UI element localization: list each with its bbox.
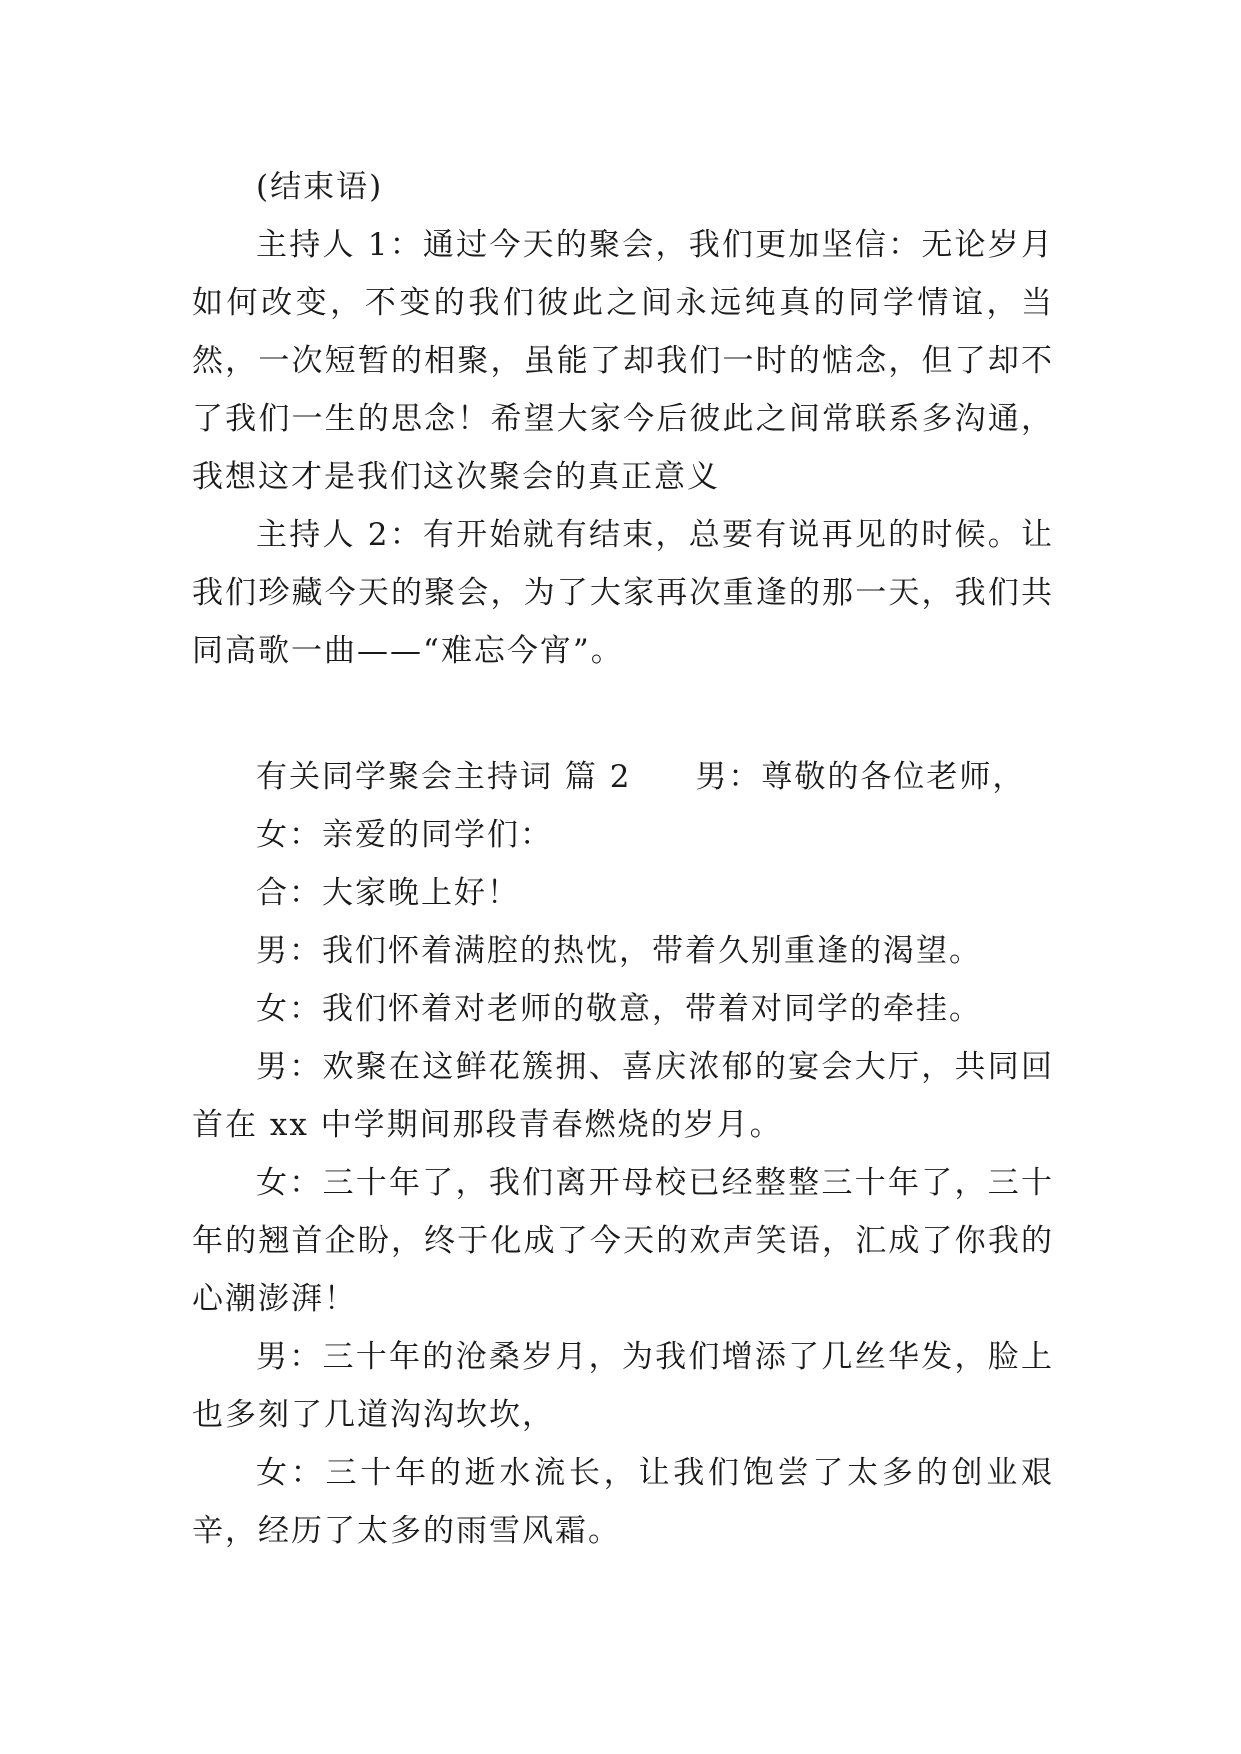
section-gap bbox=[192, 680, 1054, 748]
dialogue-line: 男：我们怀着满腔的热忱，带着久别重逢的渴望。 bbox=[256, 933, 982, 969]
dialogue-line: 男：欢聚在这鲜花簇拥、喜庆浓郁的宴会大厅，共同回首在 xx 中学期间那段青春燃烧的岁月。 bbox=[192, 1049, 1054, 1143]
dialogue-line: 女：我们怀着对老师的敬意，带着对同学的牵挂。 bbox=[256, 991, 982, 1027]
dialogue-line: 女：亲爱的同学们： bbox=[256, 817, 553, 853]
host2-paragraph: 主持人 2：有开始就有结束，总要有说再见的时候。让我们珍藏今天的聚会，为了大家再次重逢的那一天，我们共同高歌一曲——“难忘今宵”。 bbox=[192, 517, 1054, 669]
section2-title-line bbox=[192, 748, 1054, 806]
dialogue-line: 男：三十年的沧桑岁月，为我们增添了几丝华发，脸上也多刻了几道沟沟坎坎， bbox=[192, 1339, 1054, 1433]
host1-paragraph: 主持人 1：通过今天的聚会，我们更加坚信：无论岁月如何改变，不变的我们彼此之间永远纯真的同学情谊，当然，一次短暂的相聚，虽能了却我们一时的惦念，但了却不了我们一生的思念！希望大家今后彼此之间常联系多沟通，我想这才是我们这次聚会的真正意义 bbox=[192, 227, 1054, 495]
document-body bbox=[192, 158, 1054, 1560]
closing-heading: (结束语) bbox=[256, 169, 384, 205]
section2-title: 有关同学聚会主持词 篇 2 bbox=[256, 759, 632, 795]
dialogue-line: 女：三十年了，我们离开母校已经整整三十年了，三十年的翘首企盼，终于化成了今天的欢声笑语，汇成了你我的心潮澎湃！ bbox=[192, 1165, 1054, 1317]
section2-first-line: 男：尊敬的各位老师， bbox=[695, 759, 1026, 795]
dialogue-line: 合：大家晚上好！ bbox=[256, 875, 520, 911]
dialogue-line: 女：三十年的逝水流长，让我们饱尝了太多的创业艰辛，经历了太多的雨雪风霜。 bbox=[192, 1455, 1054, 1549]
